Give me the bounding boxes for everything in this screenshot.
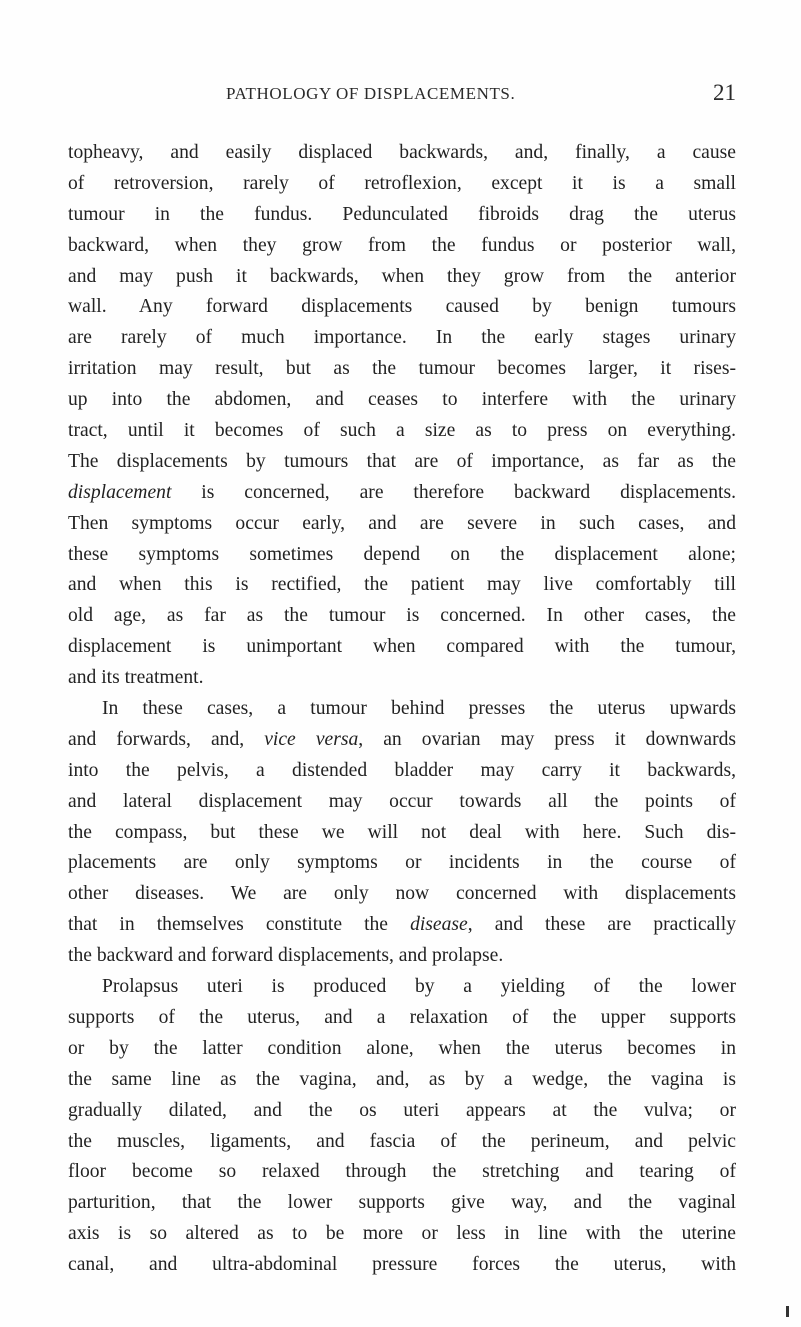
text-run: is concerned, are therefore backward displacements. bbox=[171, 481, 736, 503]
text-line: irritation may result, but as the tumour becomes larger, it rises- bbox=[68, 358, 736, 380]
text-line: axis is so altered as to be more or less in line with the uterine bbox=[68, 1223, 736, 1245]
paragraph-start-line: In these cases, a tumour behind presses the uterus upwards bbox=[102, 698, 736, 720]
running-head bbox=[68, 80, 736, 110]
text-line: the compass, but these we will not deal with here. Such dis- bbox=[68, 821, 736, 843]
text-line: these symptoms sometimes depend on the displacement alone; bbox=[68, 543, 736, 565]
italic-term: vice versa bbox=[264, 728, 359, 750]
text-line: old age, as far as the tumour is concerned. In other cases, the bbox=[68, 605, 736, 627]
text-line: topheavy, and easily displaced backwards, and, finally, a cause bbox=[68, 142, 736, 163]
text-line: displacement is unimportant when compared with the tumour, bbox=[68, 636, 736, 658]
text-line: are rarely of much importance. In the early stages urinary bbox=[68, 327, 736, 349]
text-line: parturition, that the lower supports give way, and the vaginal bbox=[68, 1192, 736, 1214]
text-line: and when this is rectified, the patient may live comfortably till bbox=[68, 574, 736, 596]
body-text bbox=[68, 138, 736, 1281]
text-line bbox=[68, 910, 736, 941]
text-line: other diseases. We are only now concerned with displacements bbox=[68, 883, 736, 905]
text-run: , an ovarian may press it downwards bbox=[358, 728, 736, 750]
text-line bbox=[68, 725, 736, 756]
text-line: Then symptoms occur early, and are severe in such cases, and bbox=[68, 512, 736, 534]
scan-edge-mark bbox=[786, 1306, 789, 1317]
text-line: and may push it backwards, when they grow from the anterior bbox=[68, 265, 736, 287]
text-line: and lateral displacement may occur towards all the points of bbox=[68, 790, 736, 812]
paragraph-end-line: the backward and forward displacements, and prolapse. bbox=[68, 945, 504, 967]
text-line: supports of the uterus, and a relaxation of the upper supports bbox=[68, 1006, 736, 1028]
italic-term: disease bbox=[410, 914, 468, 936]
text-line: wall. Any forward displacements caused by benign tumours bbox=[68, 296, 736, 318]
text-line: gradually dilated, and the os uteri appears at the vulva; or bbox=[68, 1099, 736, 1121]
text-run: that in themselves constitute the bbox=[68, 914, 411, 936]
text-line: canal, and ultra-abdominal pressure forces the uterus, with bbox=[68, 1254, 736, 1276]
text-line: of retroversion, rarely of retroflexion, except it is a small bbox=[68, 172, 736, 194]
text-line: tract, until it becomes of such a size as to press on everything. bbox=[68, 420, 736, 442]
page-number: 21 bbox=[713, 80, 736, 105]
text-line: the muscles, ligaments, and fascia of the perineum, and pelvic bbox=[68, 1130, 736, 1152]
text-line: tumour in the fundus. Pedunculated fibroids drag the uterus bbox=[68, 203, 736, 225]
text-line: into the pelvis, a distended bladder may carry it backwards, bbox=[68, 759, 736, 781]
text-line: the same line as the vagina, and, as by a wedge, the vagina is bbox=[68, 1068, 736, 1090]
text-line: The displacements by tumours that are of importance, as far as the bbox=[68, 450, 736, 472]
text-run: , and these are practically bbox=[467, 914, 736, 936]
text-line: or by the latter condition alone, when the uterus becomes in bbox=[68, 1037, 736, 1059]
text-run: and forwards, and, bbox=[68, 728, 265, 750]
text-line: floor become so relaxed through the stretching and tearing of bbox=[68, 1161, 736, 1183]
text-line: placements are only symptoms or incidents in the course of bbox=[68, 852, 736, 874]
paragraph-start-line: Prolapsus uteri is produced by a yielding of the lower bbox=[102, 976, 736, 998]
text-line bbox=[68, 478, 736, 509]
running-title: PATHOLOGY OF DISPLACEMENTS. bbox=[226, 84, 516, 103]
text-line: backward, when they grow from the fundus or posterior wall, bbox=[68, 234, 736, 256]
paragraph-end-line: and its treatment. bbox=[68, 667, 204, 689]
italic-term: displacement bbox=[68, 481, 172, 503]
text-line: up into the abdomen, and ceases to interfere with the urinary bbox=[68, 389, 736, 411]
